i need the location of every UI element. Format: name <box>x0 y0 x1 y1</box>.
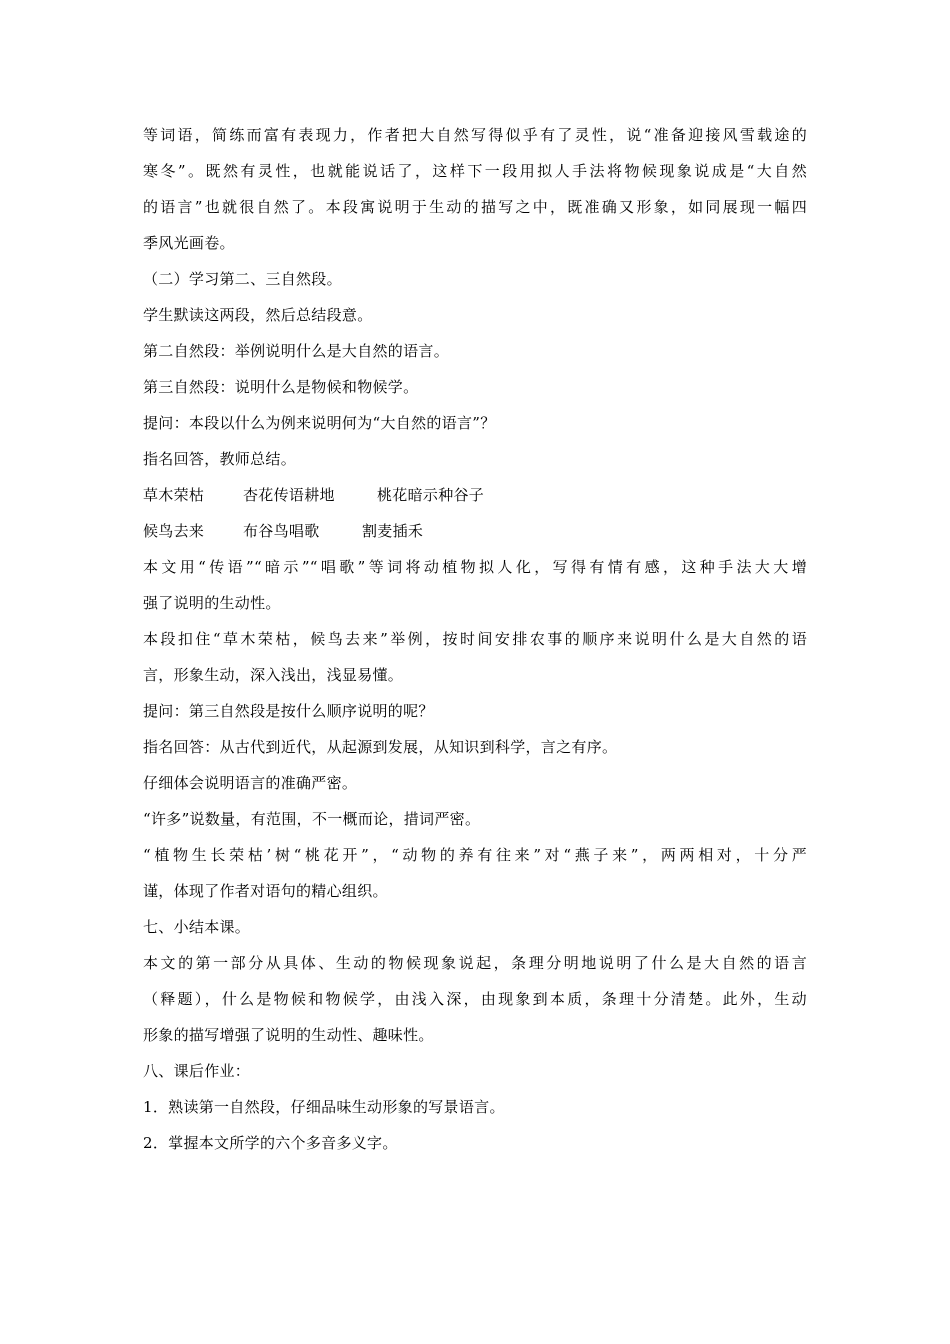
paragraph-line: 言，形象生动，深入浅出，浅显易懂。 <box>143 666 404 684</box>
paragraph-line: 仔细体会说明语言的准确严密。 <box>143 774 358 792</box>
paragraph-line: 本文用“传语”“暗示”“唱歌”等词将动植物拟人化，写得有情有感，这种手法大大增 <box>143 558 807 576</box>
paragraph-line: （释题），什么是物候和物候学，由浅入深，由现象到本质，条理十分清楚。此外，生动 <box>143 990 807 1008</box>
example-item: 草木荣枯 <box>143 486 205 504</box>
paragraph-line: 本文的第一部分从具体、生动的物候现象说起，条理分明地说明了什么是大自然的语言 <box>143 954 807 972</box>
example-row <box>143 485 484 505</box>
section-heading: 八、课后作业： <box>143 1062 251 1080</box>
example-row <box>143 521 423 541</box>
paragraph-line: 谨，体现了作者对语句的精心组织。 <box>143 882 388 900</box>
paragraph-line: 第三自然段：说明什么是物候和物候学。 <box>143 378 419 396</box>
homework-item: 2．掌握本文所学的六个多音多义字。 <box>143 1134 398 1152</box>
paragraph-line: “植物生长荣枯’树“桃花开”，“动物的养有往来”对“燕子来”，两两相对，十分严 <box>143 846 807 864</box>
example-item: 候鸟去来 <box>143 522 205 540</box>
paragraph-line: 形象的描写增强了说明的生动性、趣味性。 <box>143 1026 434 1044</box>
paragraph-line: 寒冬”。既然有灵性，也就能说话了，这样下一段用拟人手法将物候现象说成是“大自然 <box>143 162 807 180</box>
question-line: 提问：第三自然段是按什么顺序说明的呢？ <box>143 702 434 720</box>
example-item: 桃花暗示种谷子 <box>377 486 485 504</box>
paragraph-line: 强了说明的生动性。 <box>143 594 281 612</box>
section-heading: 七、小结本课。 <box>143 918 251 936</box>
example-item: 布谷鸟唱歌 <box>243 522 320 540</box>
paragraph-line: 的语言”也就很自然了。本段寓说明于生动的描写之中，既准确又形象，如同展现一幅四 <box>143 198 807 216</box>
paragraph-line: “许多”说数量，有范围，不一概而论，措词严密。 <box>143 810 481 828</box>
example-item: 割麦插禾 <box>362 522 424 540</box>
paragraph-line: 学生默读这两段，然后总结段意。 <box>143 306 373 324</box>
paragraph-line: 指名回答：从古代到近代，从起源到发展，从知识到科学，言之有序。 <box>143 738 618 756</box>
paragraph-line: 季风光画卷。 <box>143 234 235 252</box>
paragraph-line: 等词语，简练而富有表现力，作者把大自然写得似乎有了灵性，说“准备迎接风雪载途的 <box>143 126 807 144</box>
paragraph-line: 第二自然段：举例说明什么是大自然的语言。 <box>143 342 450 360</box>
homework-item: 1．熟读第一自然段，仔细品味生动形象的写景语言。 <box>143 1098 505 1116</box>
paragraph-line: 本段扣住“草木荣枯，候鸟去来”举例，按时间安排农事的顺序来说明什么是大自然的语 <box>143 630 807 648</box>
example-item: 杏花传语耕地 <box>243 486 335 504</box>
section-heading: （二）学习第二、三自然段。 <box>143 270 342 288</box>
paragraph-line: 指名回答，教师总结。 <box>143 450 297 468</box>
question-line: 提问：本段以什么为例来说明何为“大自然的语言”？ <box>143 414 496 432</box>
